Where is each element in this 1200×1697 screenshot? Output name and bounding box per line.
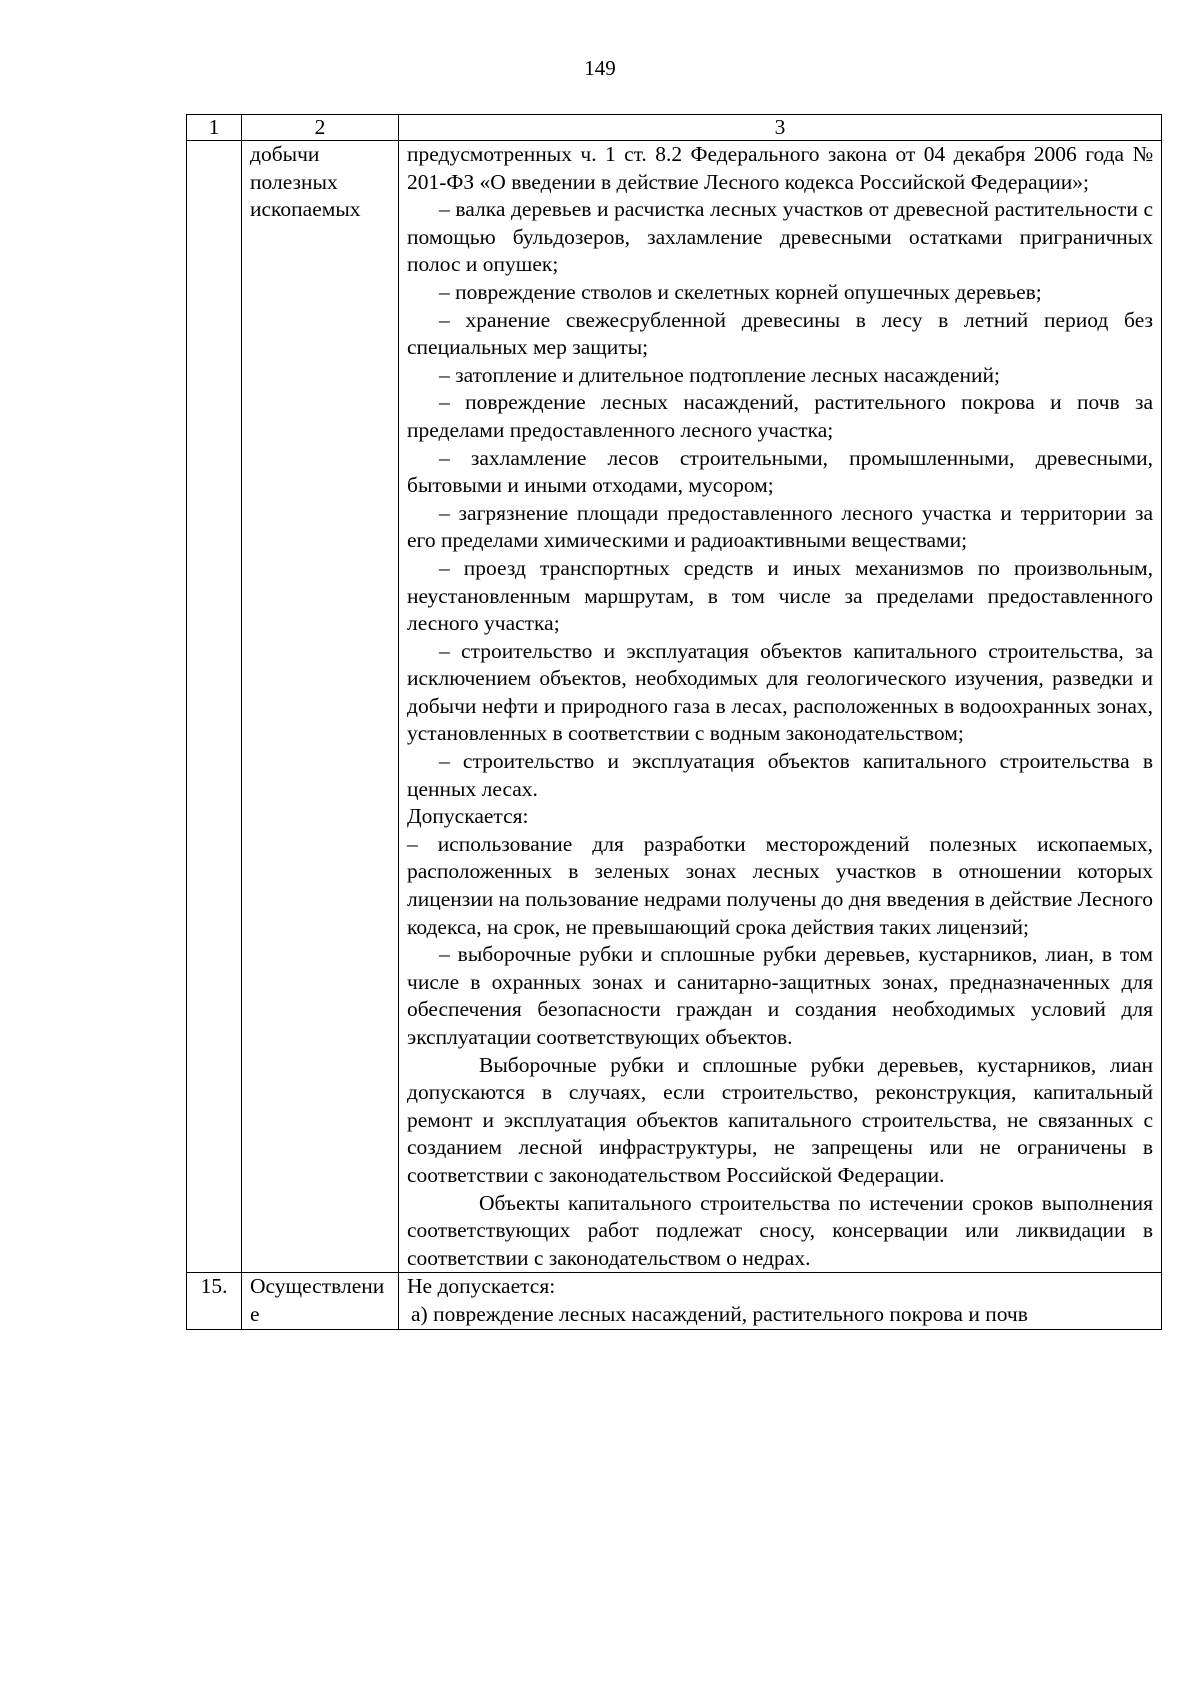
list-item: – хранение свежесрубленной древесины в лесу в летний период без специальных мер защиты; bbox=[407, 307, 1153, 360]
column-header-2: 2 bbox=[242, 115, 399, 141]
list-item: – использование для разработки месторождений полезных ископаемых, расположенных в зеленых зонах лесных участков в отношении которых лицензии на пользование недрами получены до дня введения в действие Лесного кодекса, на срок, не превышающий срока действия таких лицензий; bbox=[407, 831, 1154, 939]
row-number-cell: 15. bbox=[187, 1273, 242, 1329]
list-item: – повреждение стволов и скелетных корней опушечных деревьев; bbox=[439, 279, 1042, 304]
list-item: – затопление и длительное подтопление лесных насаждений; bbox=[439, 362, 1000, 387]
restrictions-cell bbox=[399, 1273, 1162, 1329]
paragraph-heading: Допускается: bbox=[407, 804, 529, 829]
list-item: – проезд транспортных средств и иных механизмов по произвольным, неустановленным маршрутам, в том числе за пределами предоставленного лесного участка; bbox=[407, 555, 1153, 636]
list-item: – строительство и эксплуатация объектов капитального строительства, за исключением объектов, необходимых для геологического изучения, разведки и добычи нефти и природного газа в лесах, расположенных в водоохранных зонах, установленных в соответствии с водным законодательством; bbox=[407, 638, 1153, 746]
list-item: – валка деревьев и расчистка лесных участков от древесной растительности с помощью бульдозеров, захламление древесными остатками приграничных полос и опушек; bbox=[407, 197, 1153, 277]
list-item: – выборочные рубки и сплошные рубки деревьев, кустарников, лиан, в том числе в охранных зонах и санитарно-защитных зонах, предназначенных для обеспечения безопасности граждан и создания необходимых условий для эксплуатации соответствующих объектов. bbox=[407, 942, 1153, 1049]
table-row bbox=[187, 1273, 1162, 1329]
list-item: а) повреждение лесных насаждений, растительного покрова и почв bbox=[411, 1301, 1028, 1326]
list-item: – повреждение лесных насаждений, растительного покрова и почв за пределами предоставленного лесного участка; bbox=[407, 390, 1153, 442]
table-row bbox=[187, 141, 1162, 1273]
table-header-row bbox=[187, 115, 1162, 141]
paragraph-heading: Не допускается: bbox=[407, 1274, 556, 1299]
restrictions-cell bbox=[399, 141, 1162, 1273]
activity-name-cell bbox=[242, 141, 399, 1273]
list-item: – захламление лесов строительными, промышленными, древесными, бытовыми и иными отходами, мусором; bbox=[407, 445, 1153, 498]
activity-name: Осуществление bbox=[250, 1274, 385, 1326]
column-header-1: 1 bbox=[187, 115, 242, 141]
page-number: 149 bbox=[584, 56, 616, 80]
paragraph: предусмотренных ч. 1 ст. 8.2 Федерального закона от 04 декабря 2006 года № 201-ФЗ «О введении в действие Лесного кодекса Российской Федерации»; bbox=[407, 142, 1153, 194]
row-number-cell bbox=[187, 141, 242, 1273]
paragraph: Объекты капитального строительства по истечении сроков выполнения соответствующих работ подлежат сносу, консервации или ликвидации в соответствии с законодательством о недрах. bbox=[407, 1190, 1153, 1270]
activity-name-cell bbox=[242, 1273, 399, 1329]
activity-name: добычи полезных ископаемых bbox=[250, 142, 361, 222]
column-header-3: 3 bbox=[399, 115, 1162, 141]
paragraph: Выборочные рубки и сплошные рубки деревьев, кустарников, лиан допускаются в случаях, если строительство, реконструкция, капитальный ремонт и эксплуатация объектов капитального строительства, не связанных с созданием лесной инфраструктуры, не запрещены или не ограничены в соответствии с законодательством Российской Федерации. bbox=[407, 1052, 1153, 1187]
list-item: – загрязнение площади предоставленного лесного участка и территории за его пределами химическими и радиоактивными веществами; bbox=[407, 500, 1153, 553]
list-item: – строительство и эксплуатация объектов капитального строительства в ценных лесах. bbox=[407, 749, 1153, 801]
document-table bbox=[186, 114, 1162, 1330]
